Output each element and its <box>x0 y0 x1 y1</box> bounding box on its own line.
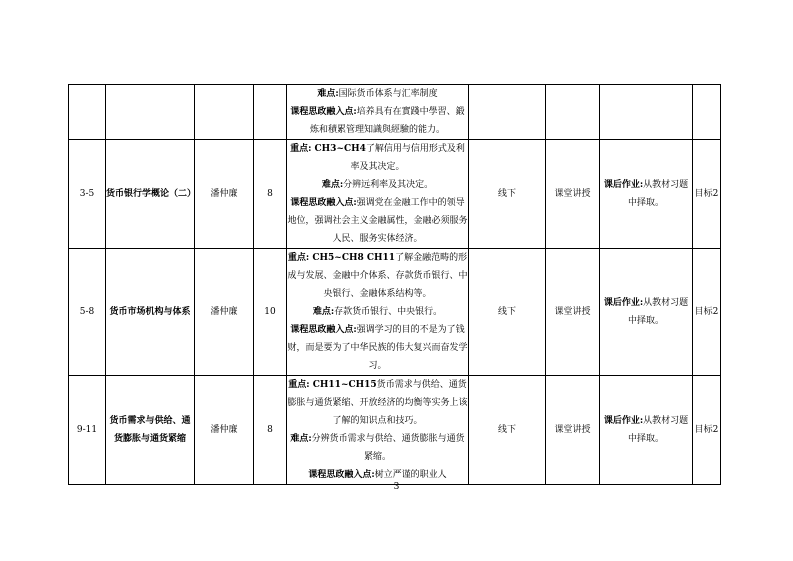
goal-cell: 目标2 <box>693 140 721 249</box>
content-label: 课程思政融入点: <box>290 198 357 208</box>
content-label: 重点: CH5~CH8 CH11 <box>287 253 396 263</box>
content-text: 培养具有在實踐中學習、鍛炼和積累管理知識與經驗的能力。 <box>309 107 465 135</box>
hours-cell: 8 <box>254 140 287 249</box>
week-cell: 3-5 <box>69 140 106 249</box>
week-cell: 5-8 <box>69 249 106 376</box>
goal-cell: 目标2 <box>693 249 721 376</box>
content-text: 了解金融范畴的形成与发展、金融中介体系、存款货币银行、中央银行、金融体系结构等。 <box>287 253 468 299</box>
method-cell: 课堂讲授 <box>546 376 600 485</box>
table-row <box>69 249 721 376</box>
content-text: 分辨远利率及其决定。 <box>343 180 434 190</box>
content-text: 分辨货币需求与供给、通货膨胀与通货紧缩。 <box>311 434 465 462</box>
content-line <box>287 85 468 103</box>
topic-cell: 货币市场机构与体系 <box>106 249 195 376</box>
content-line <box>287 176 468 194</box>
content-text: 树立严谨的职业人 <box>374 470 447 480</box>
content-line <box>287 430 468 466</box>
content-label: 课程思政融入点: <box>290 325 357 335</box>
content-line <box>287 194 468 248</box>
table-row <box>69 140 721 249</box>
teacher-cell: 潘仲廉 <box>195 249 254 376</box>
homework-cell <box>600 249 693 376</box>
content-line <box>287 140 468 176</box>
topic-cell: 货币银行学概论（二） <box>106 140 195 249</box>
homework-text: 从教材习题中择取。 <box>627 298 689 326</box>
homework-text: 从教材习题中择取。 <box>627 180 689 208</box>
teacher-cell <box>195 85 254 140</box>
homework-cell <box>600 140 693 249</box>
content-line <box>287 376 468 430</box>
homework-text: 从教材习题中择取。 <box>627 416 689 444</box>
content-line <box>287 249 468 303</box>
content-line <box>287 103 468 139</box>
homework-cell <box>600 376 693 485</box>
topic-cell <box>106 85 195 140</box>
content-label: 重点: CH11~CH15 <box>288 380 377 390</box>
content-label: 难点: <box>312 307 335 317</box>
content-text: 国际货币体系与汇率制度 <box>338 89 438 99</box>
mode-cell: 线下 <box>469 376 546 485</box>
content-label: 课程思政融入点: <box>308 470 375 480</box>
content-text: 货币需求与供给、通货膨胀与通货紧缩、开放经济的均衡等实务上该了解的知识点和技巧。 <box>287 380 468 426</box>
goal-cell: 目标2 <box>693 376 721 485</box>
page-number: 3 <box>393 482 400 492</box>
mode-cell <box>469 85 546 140</box>
content-text: 了解信用与信用形式及利率及其决定。 <box>350 144 465 172</box>
week-cell <box>69 85 106 140</box>
content-cell <box>287 376 469 485</box>
mode-cell: 线下 <box>469 140 546 249</box>
goal-cell <box>693 85 721 140</box>
hours-cell: 8 <box>254 376 287 485</box>
homework-label: 课后作业: <box>603 180 644 190</box>
content-label: 难点: <box>290 434 312 444</box>
hours-cell: 10 <box>254 249 287 376</box>
content-cell <box>287 85 469 140</box>
content-label: 难点: <box>317 89 339 99</box>
content-text: 强调党在金融工作中的领导地位，强调社会主义金融属性，金融必须服务人民、服务实体经济。 <box>287 198 468 244</box>
content-text: 强调学习的目的不是为了钱财，而是要为了中华民族的伟大复兴而奋发学习。 <box>287 325 468 371</box>
content-line <box>287 321 468 375</box>
method-cell <box>546 85 600 140</box>
homework-label: 课后作业: <box>603 298 644 308</box>
content-label: 重点: CH3~CH4 <box>290 144 366 154</box>
content-cell <box>287 140 469 249</box>
homework-label: 课后作业: <box>603 416 644 426</box>
content-line <box>287 303 468 321</box>
week-cell: 9-11 <box>69 376 106 485</box>
homework-cell <box>600 85 693 140</box>
content-label: 难点: <box>321 180 344 190</box>
method-cell: 课堂讲授 <box>546 249 600 376</box>
schedule-table <box>68 84 721 485</box>
method-cell: 课堂讲授 <box>546 140 600 249</box>
teacher-cell: 潘仲廉 <box>195 140 254 249</box>
table-row <box>69 376 721 485</box>
topic-cell: 货币需求与供给、通货膨胀与通货紧缩 <box>106 376 195 485</box>
teacher-cell: 潘仲廉 <box>195 376 254 485</box>
mode-cell: 线下 <box>469 249 546 376</box>
hours-cell <box>254 85 287 140</box>
content-text: 存款货币银行、中央银行。 <box>334 307 443 317</box>
table-row <box>69 85 721 140</box>
content-label: 课程思政融入点: <box>290 107 357 117</box>
content-cell <box>287 249 469 376</box>
